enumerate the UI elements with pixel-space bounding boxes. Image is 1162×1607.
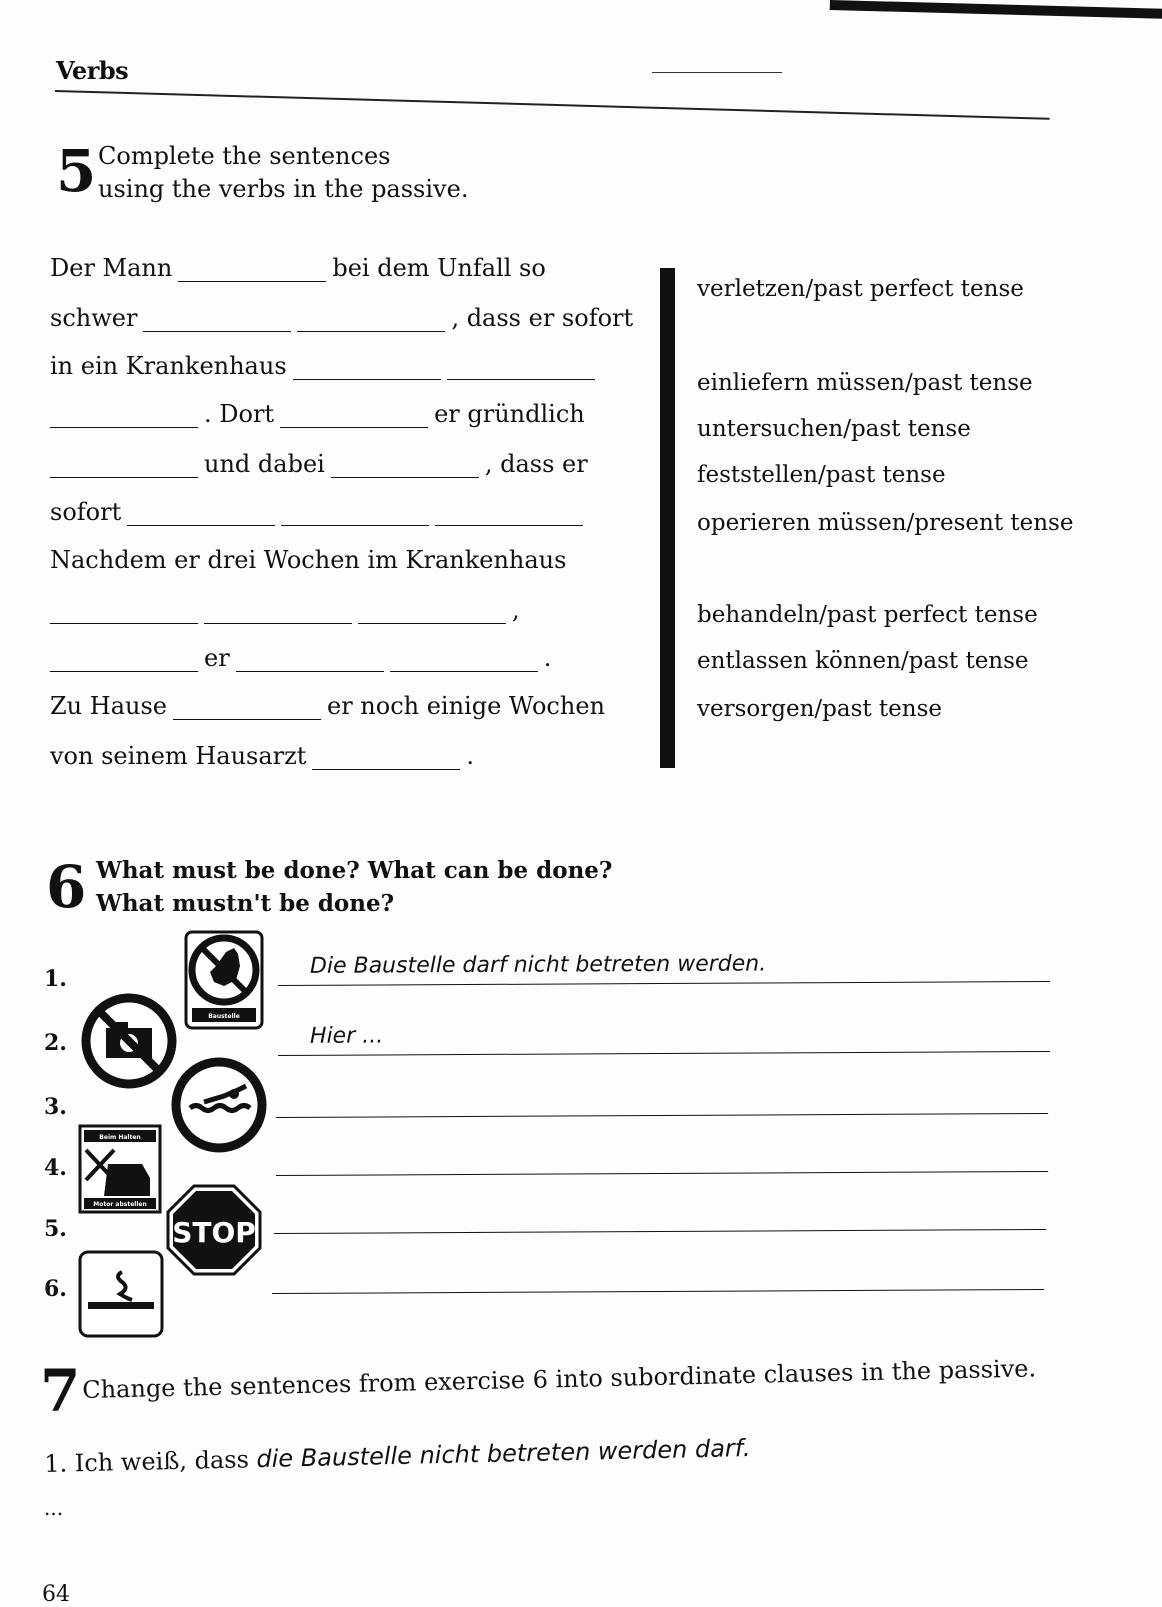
verb-hint: einliefern müssen/past tense: [697, 370, 1033, 396]
blank[interactable]: [50, 653, 198, 672]
blank[interactable]: [297, 313, 445, 332]
text: .: [543, 644, 552, 672]
blank[interactable]: [293, 361, 441, 380]
text: von seinem Hausarzt: [50, 742, 307, 770]
exercise-5-title: [98, 140, 468, 206]
blank[interactable]: [178, 263, 326, 282]
text: er: [204, 644, 230, 672]
text: in ein Krankenhaus: [50, 352, 287, 380]
text: bei dem Unfall so: [332, 254, 546, 282]
text: Der Mann: [50, 254, 173, 282]
verb-hint: feststellen/past tense: [697, 462, 946, 488]
text: er gründlich: [434, 400, 585, 428]
exercise-5-number: 5: [56, 137, 97, 205]
text: .: [466, 742, 475, 770]
smoking-area-sign-icon: [78, 1250, 164, 1338]
item-number: 4.: [44, 1155, 67, 1181]
blank[interactable]: [50, 605, 198, 624]
blank[interactable]: [447, 361, 595, 380]
exercise-7-number: 7: [40, 1357, 81, 1425]
blank[interactable]: [50, 459, 198, 478]
verb-hint: untersuchen/past tense: [697, 416, 971, 442]
title-line: What must be done? What can be done?: [96, 857, 613, 884]
item-number: 5.: [44, 1216, 67, 1242]
no-entry-construction-sign-icon: [184, 930, 264, 1030]
text: . Dort: [204, 400, 275, 428]
title-line: using the verbs in the passive.: [98, 175, 469, 203]
blank[interactable]: [127, 507, 275, 526]
text: schwer: [50, 304, 138, 332]
exercise-7-title: Change the sentences from exercise 6 into subordinate clauses in the passive.: [82, 1354, 1037, 1404]
title-line: Complete the sentences: [98, 142, 391, 170]
blank[interactable]: [331, 459, 479, 478]
blank[interactable]: [204, 605, 352, 624]
divider-bar: [660, 268, 675, 768]
sentence-line: [50, 352, 595, 380]
text: und dabei: [204, 450, 325, 478]
verb-hint: versorgen/past tense: [697, 696, 943, 722]
verb-hint: operieren müssen/present tense: [697, 510, 1074, 536]
text: , dass er: [484, 450, 588, 478]
sentence-line: [50, 304, 633, 332]
item-number: 2.: [44, 1030, 67, 1056]
text: Zu Hause: [50, 692, 167, 720]
section-header: Verbs: [56, 56, 129, 85]
verb-hint: entlassen können/past tense: [697, 648, 1029, 674]
blank[interactable]: [390, 653, 538, 672]
text: er noch einige Wochen: [326, 692, 605, 720]
verb-hint: behandeln/past perfect tense: [697, 602, 1038, 628]
sentence-line: [50, 742, 474, 770]
text: Ich weiß, dass: [74, 1445, 250, 1478]
blank[interactable]: [281, 507, 429, 526]
text: ,: [512, 596, 520, 624]
blank[interactable]: [358, 605, 506, 624]
answer-line[interactable]: Hier ...: [278, 1020, 1050, 1056]
item-number: 3.: [44, 1094, 67, 1120]
page-number: 64: [42, 1582, 70, 1607]
blank[interactable]: [435, 507, 583, 526]
answer-line[interactable]: [272, 1258, 1044, 1294]
sentence-line: [50, 254, 546, 282]
sentence-line: [50, 644, 551, 672]
scan-edge: [830, 0, 1162, 19]
sign-label: Beim Halten: [99, 1134, 141, 1141]
blank[interactable]: [173, 701, 321, 720]
sentence-line: [50, 596, 520, 624]
example-sentence: [44, 1434, 751, 1478]
header-rule-short: [652, 72, 782, 73]
answer-line[interactable]: [276, 1140, 1048, 1176]
stop-sign-icon: [166, 1184, 262, 1276]
text: Nachdem er drei Wochen im Krankenhaus: [50, 546, 567, 574]
swimming-allowed-sign-icon: [170, 1056, 268, 1154]
sign-label: STOP: [172, 1216, 256, 1249]
blank[interactable]: [50, 409, 198, 428]
sentence-line: [50, 450, 588, 478]
blank[interactable]: [312, 751, 460, 770]
answer-line[interactable]: Die Baustelle darf nicht betreten werden.: [278, 950, 1050, 986]
header-rule: [55, 90, 1050, 120]
sentence-line: [50, 546, 566, 574]
exercise-6-number: 6: [46, 853, 87, 921]
answer-line[interactable]: [274, 1198, 1046, 1234]
turn-off-engine-sign-icon: [78, 1124, 162, 1214]
exercise-6-title: [96, 854, 612, 920]
blank[interactable]: [280, 409, 428, 428]
text: , dass er sofort: [451, 304, 634, 332]
no-photography-sign-icon: [80, 992, 178, 1090]
sign-label: Baustelle: [208, 1013, 240, 1020]
sign-label: Motor abstellen: [93, 1201, 147, 1208]
answer-line[interactable]: [276, 1082, 1048, 1118]
sentence-line: [50, 400, 585, 428]
title-line: What mustn't be done?: [96, 890, 395, 917]
sentence-line: [50, 498, 583, 526]
ellipsis: ...: [44, 1496, 64, 1520]
text: sofort: [50, 498, 122, 526]
verb-hint: verletzen/past perfect tense: [697, 276, 1024, 302]
sentence-line: [50, 692, 605, 720]
item-number: 1.: [44, 1449, 68, 1478]
item-number: 1.: [44, 966, 67, 992]
item-number: 6.: [44, 1276, 67, 1302]
blank[interactable]: [143, 313, 291, 332]
blank[interactable]: [236, 653, 384, 672]
handwritten-answer: die Baustelle nicht betreten werden darf.: [256, 1433, 751, 1474]
